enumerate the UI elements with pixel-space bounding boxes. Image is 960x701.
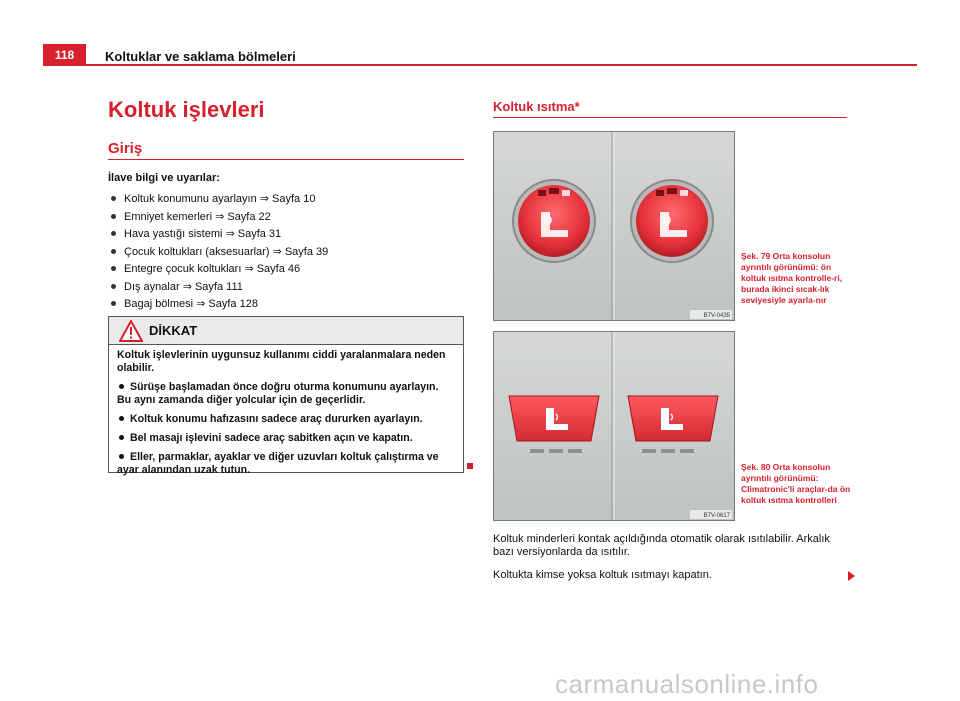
bullet-icon xyxy=(111,214,116,219)
page-header-title: Koltuklar ve saklama bölmeleri xyxy=(105,49,296,64)
list-item[interactable]: Koltuk konumunu ayarlayın ⇒ Sayfa 10 xyxy=(108,190,328,208)
continue-arrow-icon xyxy=(848,571,855,581)
warning-point: Bel masajı işlevini sadece araç sabitken açın ve kapatın. xyxy=(117,432,455,445)
list-item[interactable]: Dış aynalar ⇒ Sayfa 111 xyxy=(108,278,328,296)
bullet-icon xyxy=(119,454,124,459)
seat-heating-knobs-illustration xyxy=(494,132,734,320)
figure-code: B7V-0617 xyxy=(703,513,730,519)
bullet-icon xyxy=(119,416,124,421)
bullet-icon xyxy=(119,384,124,389)
warning-intro: Koltuk işlevlerinin uygunsuz kullanımı ciddi yaralanmalara neden olabilir. xyxy=(117,349,446,374)
figure-80-image xyxy=(493,331,735,521)
figure-80-caption: Şek. 80 Orta konsolun ayrıntılı görünümü: Climatronic'li araçlar-da ön koltuk ısıtma kontrolleri xyxy=(741,462,851,505)
body-paragraph: Koltuk minderleri kontak açıldığında otomatik olarak ısıtılabilir. Arkalık bazı versiyonlarda da ısıtılır. xyxy=(493,533,830,558)
bullet-icon xyxy=(111,231,116,236)
bullet-icon xyxy=(111,266,116,271)
reference-list xyxy=(108,190,328,313)
warning-point: Eller, parmaklar, ayaklar ve diğer uzuvları koltuk çalıştırma ve ayar alanından uzak tutun. xyxy=(117,451,439,476)
main-title: Koltuk işlevleri xyxy=(108,97,265,122)
list-item[interactable]: Entegre çocuk koltukları ⇒ Sayfa 46 xyxy=(108,260,328,278)
figure-79-image xyxy=(493,131,735,321)
bullet-icon xyxy=(111,249,116,254)
warning-header xyxy=(109,317,463,345)
warning-box xyxy=(108,316,464,476)
left-knob-icon xyxy=(513,180,595,262)
warning-point: Sürüşe başlamadan önce doğru oturma konumunu ayarlayın. Bu aynı zamanda diğer yolcular için de geçerlidir. xyxy=(117,381,439,406)
watermark: carmanualsonline.info xyxy=(555,669,819,699)
bullet-icon xyxy=(111,284,116,289)
warning-triangle-icon xyxy=(119,320,143,342)
list-item[interactable]: Çocuk koltukları (aksesuarlar) ⇒ Sayfa 39 xyxy=(108,243,328,261)
bullet-icon xyxy=(119,435,124,440)
climatronic-seat-heating-buttons-illustration xyxy=(494,332,734,520)
warning-title: DİKKAT xyxy=(149,323,198,338)
list-item[interactable]: Emniyet kemerleri ⇒ Sayfa 22 xyxy=(108,208,328,226)
section-title-seat-heating: Koltuk ısıtma* xyxy=(493,99,580,114)
figure-code: B7V-0435 xyxy=(703,313,730,319)
info-title: İlave bilgi ve uyarılar: xyxy=(108,172,220,184)
header-divider xyxy=(43,64,917,66)
figure-79-caption: Şek. 79 Orta konsolun ayrıntılı görünümü: ön koltuk ısıtma kontrolle-ri, burada ikinci sıcak-lık seviyesiyle ayarla-nır xyxy=(741,251,843,305)
section-title-giris: Giriş xyxy=(108,140,143,157)
warning-point: Koltuk konumu hafızasını sadece araç dururken ayarlayın. xyxy=(117,413,455,426)
page-number: 118 xyxy=(43,44,86,66)
right-knob-icon xyxy=(631,180,713,262)
body-paragraph: Koltukta kimse yoksa koltuk ısıtmayı kapatın. xyxy=(493,569,712,581)
section-divider xyxy=(493,117,847,118)
list-item[interactable]: Hava yastığı sistemi ⇒ Sayfa 31 xyxy=(108,225,328,243)
warning-body xyxy=(109,345,463,477)
section-divider xyxy=(108,159,464,160)
bullet-icon xyxy=(111,301,116,306)
bullet-icon xyxy=(111,196,116,201)
section-end-marker xyxy=(467,463,473,469)
list-item[interactable]: Bagaj bölmesi ⇒ Sayfa 128 xyxy=(108,295,328,313)
